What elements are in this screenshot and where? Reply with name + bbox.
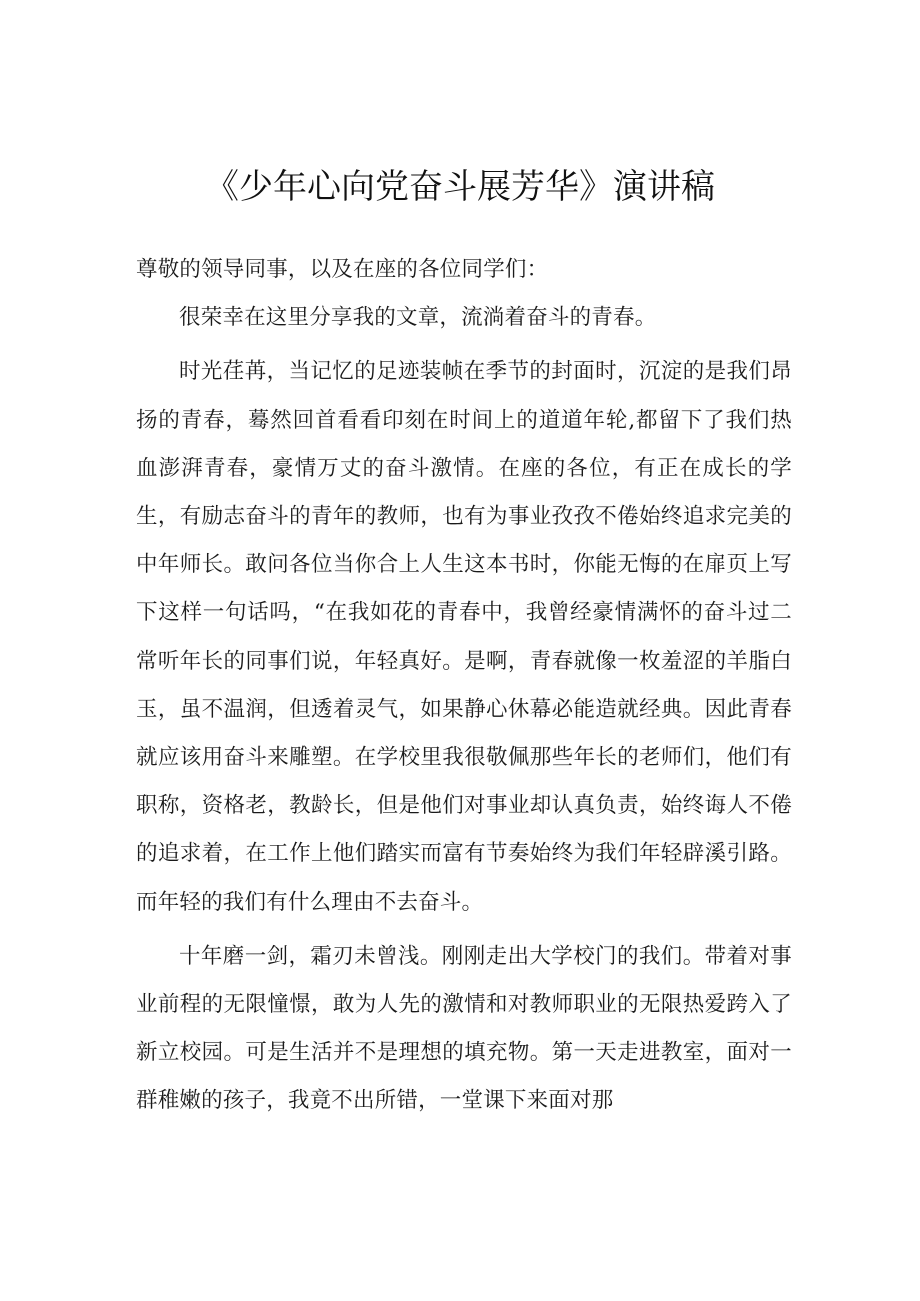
document-body [136,246,792,1126]
salutation: 尊敬的领导同事，以及在座的各位同学们： [136,257,549,282]
paragraph-1: 很荣幸在这里分享我的文章，流淌着奋斗的青春。 [179,305,657,331]
paragraph-2: 时光荏苒，当记忆的足迹装帧在季节的封面时，沉淀的是我们昂扬的青春，蓦然回首看看印刻在时间上的道道年轮,都留下了我们热血澎湃青春，豪情万丈的奋斗激情。在座的各位，有正在成长的学生，有励志奋斗的青年的教师，也有为事业孜孜不倦始终追求完美的中年师长。敢问各位当你合上人生这本书时，你能无悔的在扉页上写下这样一句话吗，“在我如花的青春中，我曾经豪情满怀的奋斗过二常听年长的同事们说，年轻真好。是啊，青春就像一枚羞涩的羊脂白玉，虽不温润，但透着灵气，如果静心休幕必能造就经典。因此青春就应该用奋斗来雕塑。在学校里我很敬佩那些年长的老师们，他们有职称，资格老，教龄长，但是他们对事业却认真负责，始终诲人不倦的追求着，在工作上他们踏实而富有节奏始终为我们年轻辟溪引路。而年轻的我们有什么理由不去奋斗。 [136,359,792,915]
paragraph-3: 十年磨一剑，霜刃未曾浅。刚刚走出大学校门的我们。带着对事业前程的无限憧憬，敢为人先的激情和对教师职业的无限热爱跨入了新立校园。可是生活并不是理想的填充物。第一天走进教室，面对一群稚嫩的孩子，我竟不出所错，一堂课下来面对那 [136,943,792,1114]
document-title: 《少年心向党奋斗展芳华》演讲稿 [205,167,715,207]
